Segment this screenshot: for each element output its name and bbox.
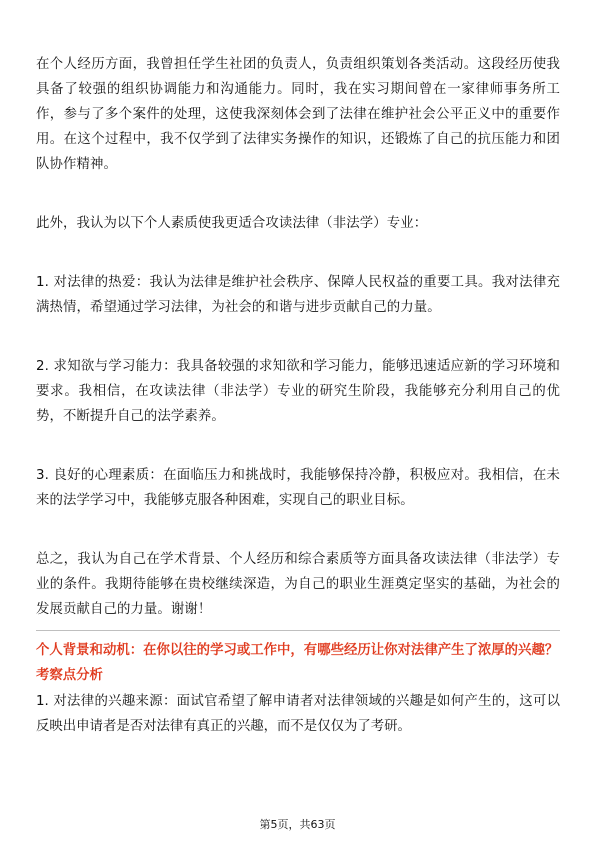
paragraph-conclusion: 总之，我认为自己在学术背景、个人经历和综合素质等方面具备攻读法律（非法学）专业的条件。我期待能够在贵校继续深造，为自己的职业生涯奠定坚实的基础，为社会的发展贡献自己的力量。谢谢！ [36, 552, 560, 617]
paragraph-learning-ability: 2. 求知欲与学习能力：我具备较强的求知欲和学习能力，能够迅速适应新的学习环境和要求。我相信，在攻读法律（非法学）专业的研究生阶段，我能够充分利用自己的优势，不断提升自己的法学素养。 [36, 359, 560, 424]
paragraph-love-of-law: 1. 对法律的热爱：我认为法律是维护社会秩序、保障人民权益的重要工具。我对法律充满热情，希望通过学习法律，为社会的和谐与进步贡献自己的力量。 [36, 275, 560, 315]
analysis-text: 1. 对法律的兴趣来源：面试官希望了解申请者对法律领域的兴趣是如何产生的，这可以反映出申请者是否对法律有真正的兴趣，而不是仅仅为了考研。 [36, 694, 560, 734]
analysis-heading: 考察点分析 [36, 668, 103, 683]
paragraph-psychological-quality: 3. 良好的心理素质：在面临压力和挑战时，我能够保持冷静，积极应对。我相信，在未来的法学学习中，我能够克服各种困难，实现自己的职业目标。 [36, 468, 560, 508]
question-title: 个人背景和动机：在你以往的学习或工作中，有哪些经历让你对法律产生了浓厚的兴趣？ [36, 643, 559, 658]
paragraph-personal-experience: 在个人经历方面，我曾担任学生社团的负责人，负责组织策划各类活动。这段经历使我具备了较强的组织协调能力和沟通能力。同时，我在实习期间曾在一家律师事务所工作，参与了多个案件的处理，这使我深刻体会到了法律在维护社会公平正义中的重要作用。在这个过程中，我不仅学到了法律实务操作的知识，还锻炼了自己的抗压能力和团队协作精神。 [36, 57, 560, 172]
page-content [36, 52, 560, 739]
section-divider [36, 630, 560, 631]
page-number: 第5页，共63页 [259, 818, 336, 831]
paragraph-intro-qualities: 此外，我认为以下个人素质使我更适合攻读法律（非法学）专业： [36, 216, 428, 231]
